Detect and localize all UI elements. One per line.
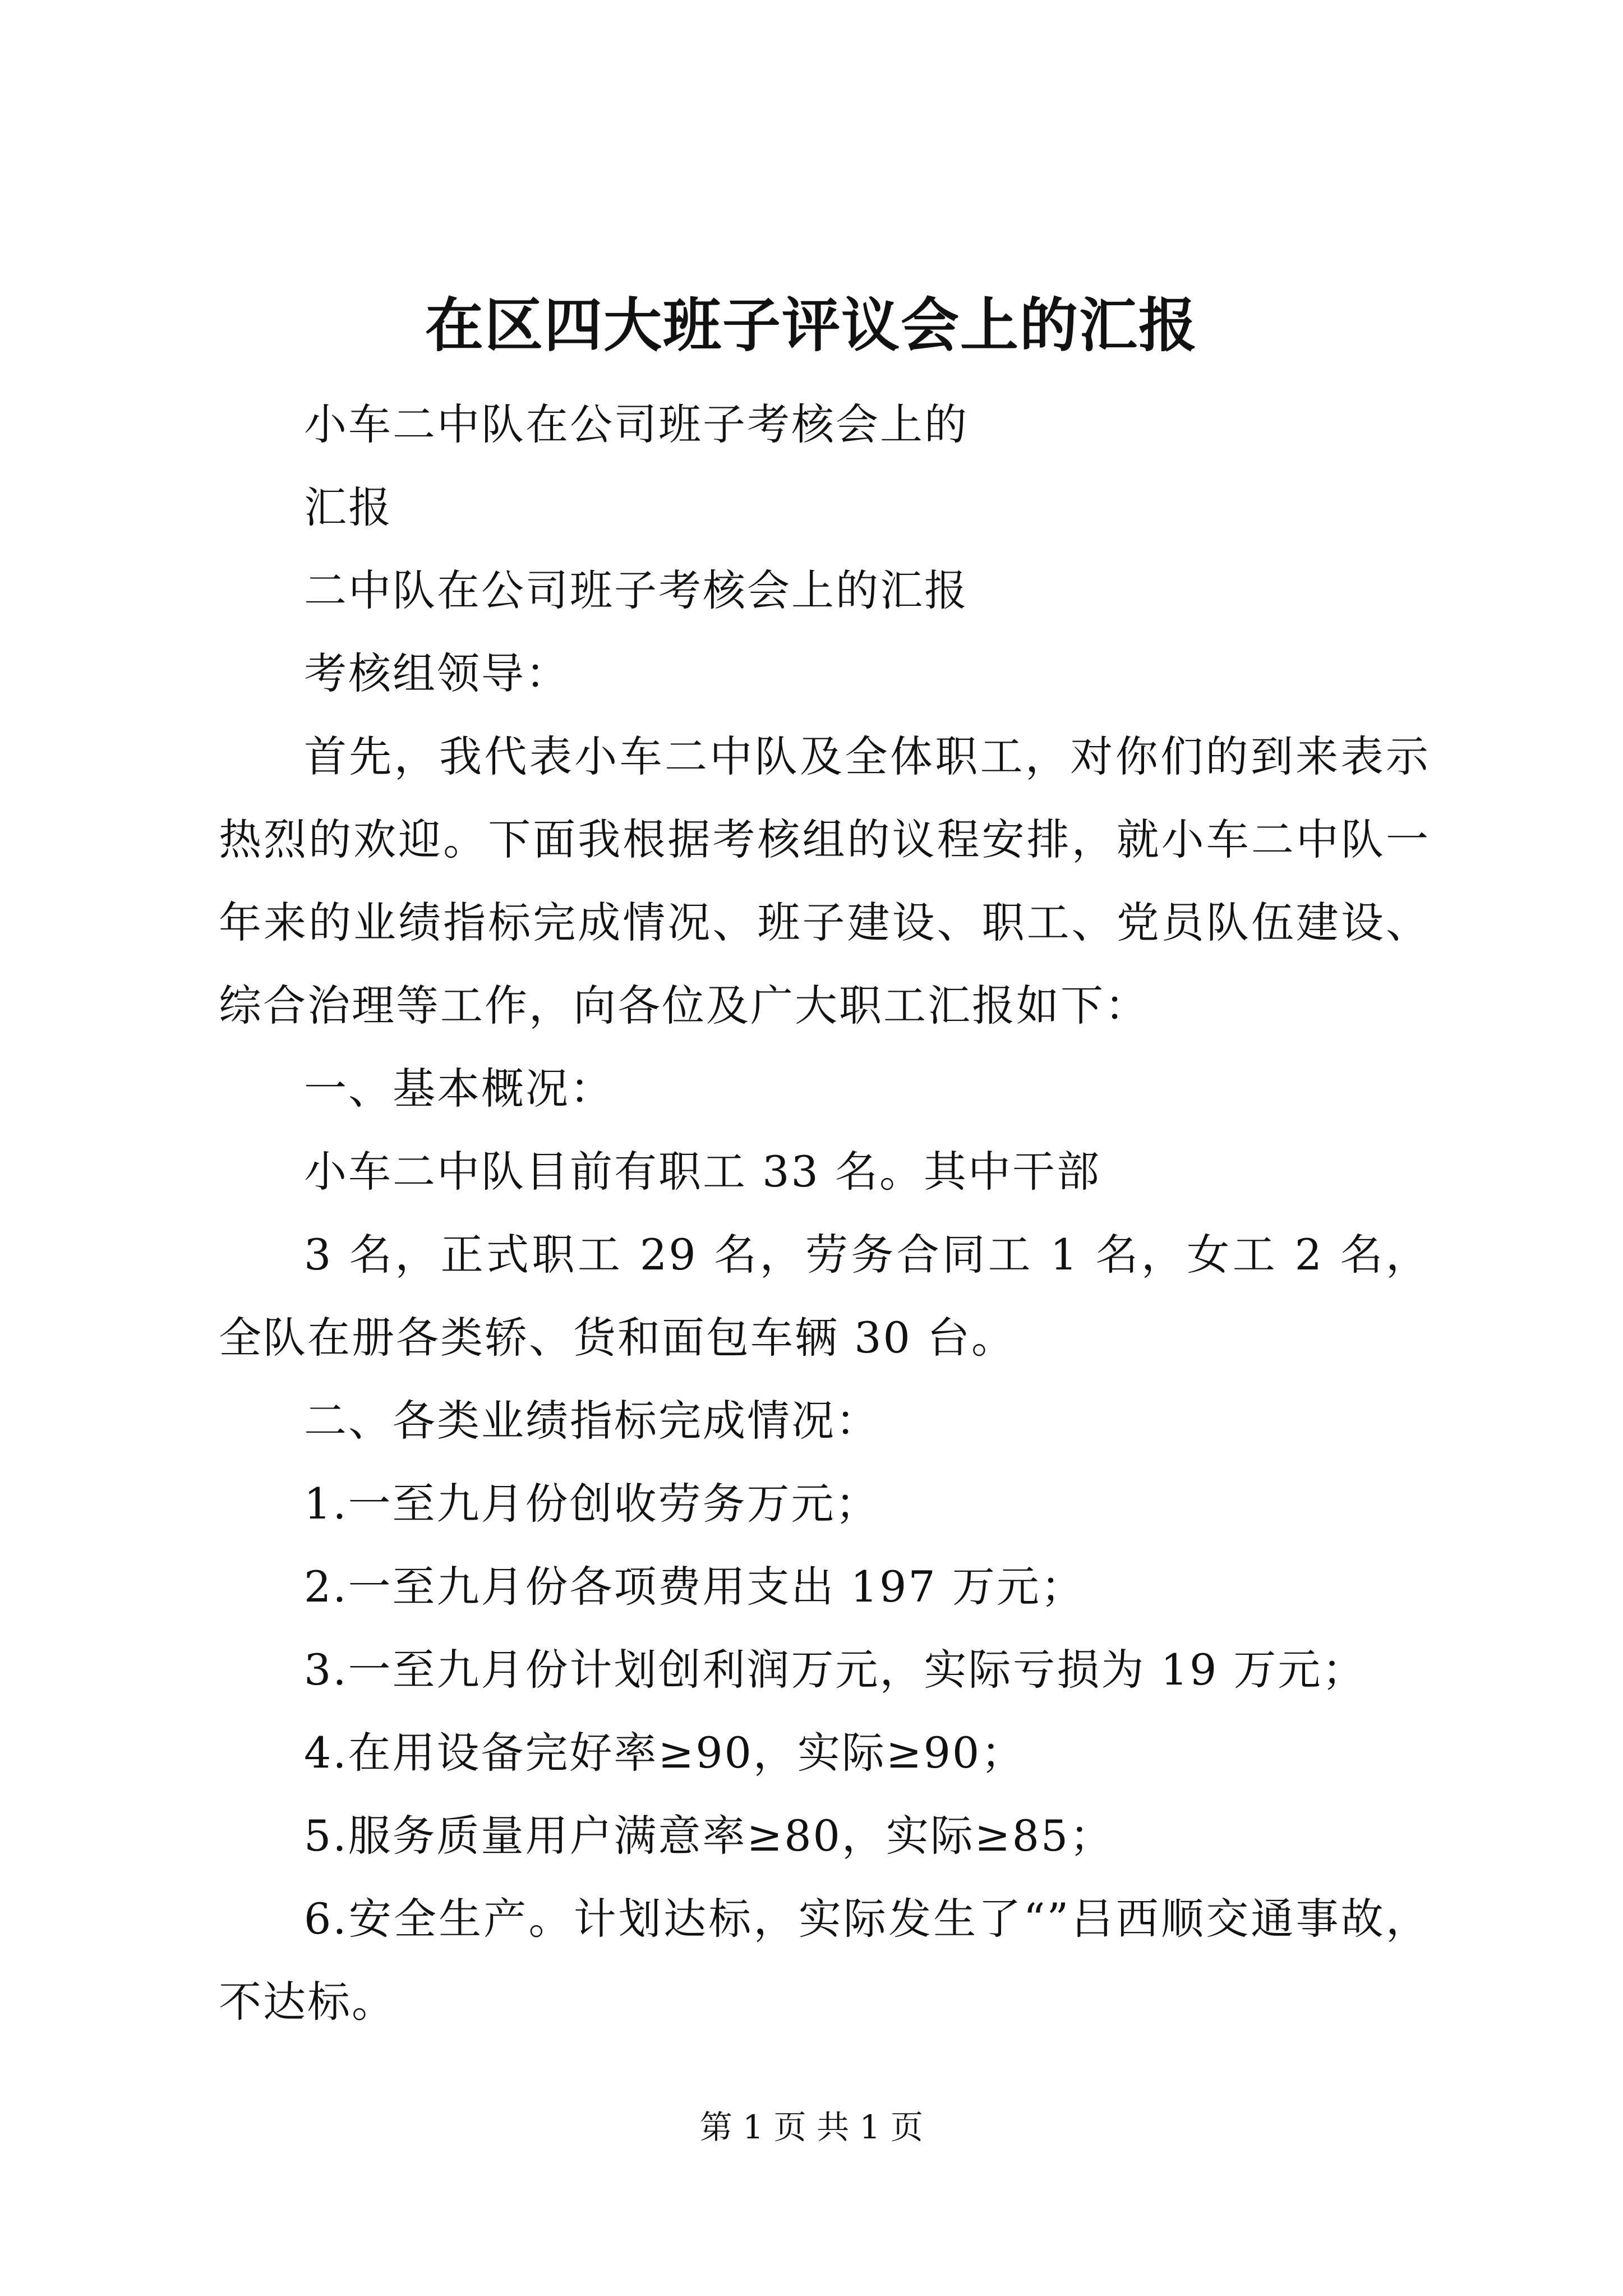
page-footer: 第 1 页 共 1 页 <box>700 2108 923 2146</box>
paragraph-3: 二中队在公司班子考核会上的汇报 <box>304 565 969 615</box>
paragraph-staff: 小车二中队目前有职工 33 名。其中干部 <box>304 1147 1101 1197</box>
list-item-4: 4.在用设备完好率≥90，实际≥90； <box>304 1728 1026 1778</box>
paragraph-salutation: 考核组领导： <box>304 648 570 698</box>
list-item-2: 2.一至九月份各项费用支出 197 万元； <box>304 1562 1085 1612</box>
document-body <box>219 383 1430 2044</box>
list-item-3: 3.一至九月份计划创利润万元，实际亏损为 19 万元； <box>304 1645 1367 1695</box>
document-title: 在区四大班子评议会上的汇报 <box>425 291 1198 360</box>
paragraph-1: 小车二中队在公司班子考核会上的 <box>304 399 969 449</box>
paragraph-intro: 首先，我代表小车二中队及全体职工，对你们的到来表示热烈的欢迎。下面我根据考核组的议程安排，就小车二中队一年来的业绩指标完成情况、班子建设、职工、党员队伍建设、综合治理等工作，向各位及广大职工汇报如下： <box>219 731 1430 1030</box>
paragraph-2: 汇报 <box>304 482 393 532</box>
section-heading-1: 一、基本概况： <box>304 1064 614 1114</box>
section-heading-2: 二、各类业绩指标完成情况： <box>304 1396 880 1446</box>
list-item-6: 6.安全生产。计划达标，实际发生了“”吕西顺交通事故，不达标。 <box>219 1894 1430 2027</box>
list-item-5: 5.服务质量用户满意率≥80，实际≥85； <box>304 1811 1114 1861</box>
paragraph-staff-detail: 3 名，正式职工 29 名，劳务合同工 1 名，女工 2 名，全队在册各类轿、货和面包车辆 30 台。 <box>219 1230 1430 1363</box>
list-item-1: 1.一至九月份创收劳务万元； <box>304 1479 880 1529</box>
